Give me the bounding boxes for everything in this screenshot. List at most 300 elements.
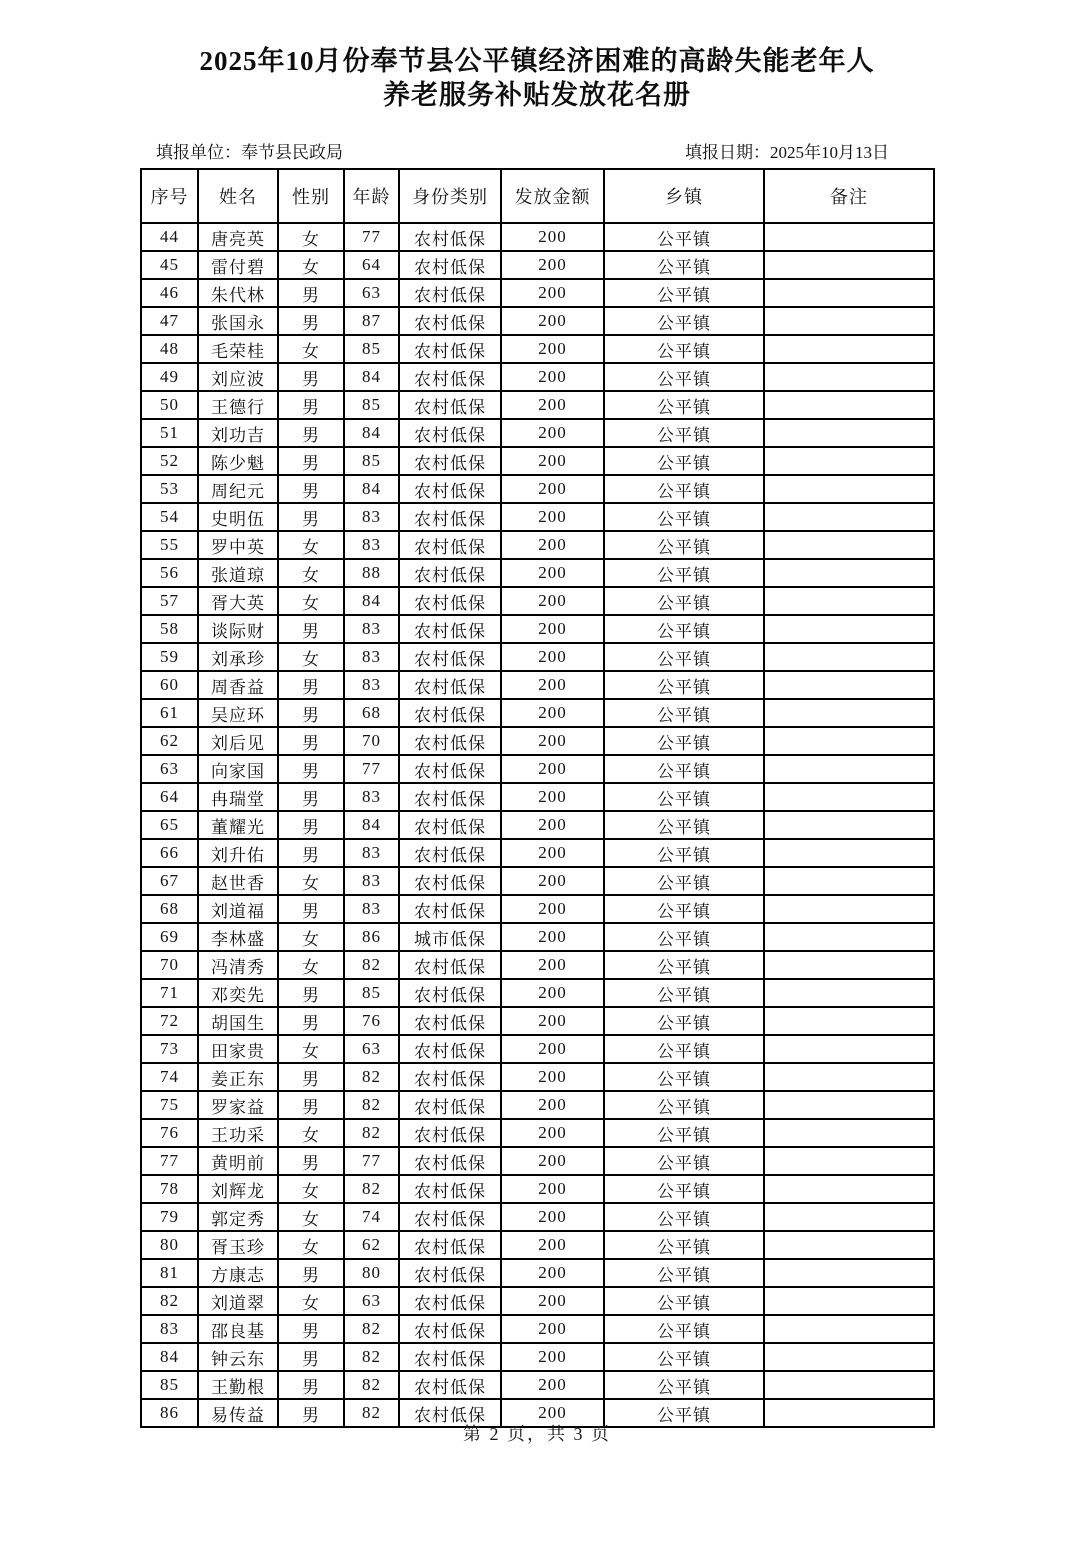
cell-remark <box>764 1371 934 1399</box>
cell-age: 62 <box>344 1231 399 1259</box>
cell-gender: 男 <box>278 1371 344 1399</box>
cell-name: 张道琼 <box>198 559 278 587</box>
table-row <box>141 1063 934 1091</box>
cell-index: 46 <box>141 279 198 307</box>
cell-identity_type: 农村低保 <box>399 419 501 447</box>
cell-age: 82 <box>344 1343 399 1371</box>
cell-identity_type: 农村低保 <box>399 307 501 335</box>
cell-remark <box>764 1147 934 1175</box>
cell-index: 59 <box>141 643 198 671</box>
table-row <box>141 251 934 279</box>
table-row <box>141 1343 934 1371</box>
cell-age: 83 <box>344 783 399 811</box>
cell-remark <box>764 1007 934 1035</box>
cell-amount: 200 <box>501 1175 604 1203</box>
cell-gender: 男 <box>278 671 344 699</box>
cell-amount: 200 <box>501 475 604 503</box>
cell-age: 77 <box>344 223 399 251</box>
cell-age: 83 <box>344 503 399 531</box>
cell-amount: 200 <box>501 307 604 335</box>
cell-remark <box>764 699 934 727</box>
cell-township: 公平镇 <box>604 1231 764 1259</box>
cell-amount: 200 <box>501 559 604 587</box>
cell-gender: 男 <box>278 475 344 503</box>
cell-name: 胥大英 <box>198 587 278 615</box>
cell-index: 79 <box>141 1203 198 1231</box>
cell-remark <box>764 1315 934 1343</box>
cell-index: 53 <box>141 475 198 503</box>
cell-amount: 200 <box>501 699 604 727</box>
cell-index: 82 <box>141 1287 198 1315</box>
cell-remark <box>764 727 934 755</box>
cell-township: 公平镇 <box>604 419 764 447</box>
cell-name: 李林盛 <box>198 923 278 951</box>
cell-name: 张国永 <box>198 307 278 335</box>
cell-remark <box>764 335 934 363</box>
table-row <box>141 867 934 895</box>
cell-age: 63 <box>344 1287 399 1315</box>
cell-age: 85 <box>344 447 399 475</box>
cell-age: 82 <box>344 951 399 979</box>
cell-amount: 200 <box>501 1287 604 1315</box>
cell-amount: 200 <box>501 1091 604 1119</box>
cell-age: 82 <box>344 1315 399 1343</box>
table-row <box>141 979 934 1007</box>
cell-index: 63 <box>141 755 198 783</box>
cell-gender: 女 <box>278 923 344 951</box>
cell-identity_type: 农村低保 <box>399 251 501 279</box>
cell-township: 公平镇 <box>604 1147 764 1175</box>
cell-index: 48 <box>141 335 198 363</box>
cell-amount: 200 <box>501 447 604 475</box>
cell-identity_type: 农村低保 <box>399 895 501 923</box>
cell-age: 87 <box>344 307 399 335</box>
table-row <box>141 1287 934 1315</box>
document-page <box>0 44 1074 1446</box>
cell-amount: 200 <box>501 223 604 251</box>
cell-gender: 男 <box>278 391 344 419</box>
cell-name: 陈少魁 <box>198 447 278 475</box>
cell-amount: 200 <box>501 895 604 923</box>
cell-index: 86 <box>141 1399 198 1427</box>
cell-amount: 200 <box>501 1203 604 1231</box>
cell-index: 68 <box>141 895 198 923</box>
cell-age: 82 <box>344 1399 399 1427</box>
cell-township: 公平镇 <box>604 1315 764 1343</box>
cell-age: 82 <box>344 1175 399 1203</box>
filing-date: 填报日期：2025年10月13日 <box>685 143 889 162</box>
cell-township: 公平镇 <box>604 279 764 307</box>
cell-age: 63 <box>344 279 399 307</box>
cell-remark <box>764 447 934 475</box>
cell-gender: 男 <box>278 895 344 923</box>
cell-name: 刘辉龙 <box>198 1175 278 1203</box>
cell-name: 唐亮英 <box>198 223 278 251</box>
cell-gender: 男 <box>278 503 344 531</box>
cell-index: 69 <box>141 923 198 951</box>
cell-age: 86 <box>344 923 399 951</box>
cell-index: 72 <box>141 1007 198 1035</box>
cell-gender: 女 <box>278 251 344 279</box>
cell-remark <box>764 923 934 951</box>
cell-amount: 200 <box>501 1343 604 1371</box>
cell-gender: 男 <box>278 1063 344 1091</box>
cell-gender: 男 <box>278 1259 344 1287</box>
cell-age: 88 <box>344 559 399 587</box>
table-row <box>141 1035 934 1063</box>
cell-identity_type: 农村低保 <box>399 1259 501 1287</box>
cell-identity_type: 农村低保 <box>399 1147 501 1175</box>
cell-identity_type: 农村低保 <box>399 671 501 699</box>
cell-index: 83 <box>141 1315 198 1343</box>
cell-gender: 女 <box>278 335 344 363</box>
cell-name: 邓奕先 <box>198 979 278 1007</box>
cell-township: 公平镇 <box>604 811 764 839</box>
cell-township: 公平镇 <box>604 867 764 895</box>
cell-name: 王功采 <box>198 1119 278 1147</box>
cell-township: 公平镇 <box>604 307 764 335</box>
cell-age: 77 <box>344 755 399 783</box>
cell-identity_type: 农村低保 <box>399 1315 501 1343</box>
page-title <box>0 44 1074 112</box>
cell-amount: 200 <box>501 615 604 643</box>
cell-remark <box>764 1343 934 1371</box>
cell-township: 公平镇 <box>604 475 764 503</box>
cell-remark <box>764 755 934 783</box>
cell-age: 84 <box>344 363 399 391</box>
table-header-row <box>141 169 934 223</box>
cell-amount: 200 <box>501 335 604 363</box>
cell-remark <box>764 979 934 1007</box>
cell-identity_type: 农村低保 <box>399 1007 501 1035</box>
cell-index: 57 <box>141 587 198 615</box>
cell-township: 公平镇 <box>604 223 764 251</box>
cell-age: 83 <box>344 615 399 643</box>
cell-gender: 女 <box>278 1203 344 1231</box>
table-row <box>141 1147 934 1175</box>
cell-amount: 200 <box>501 1063 604 1091</box>
cell-township: 公平镇 <box>604 1063 764 1091</box>
cell-age: 82 <box>344 1063 399 1091</box>
table-row <box>141 475 934 503</box>
cell-identity_type: 农村低保 <box>399 1175 501 1203</box>
cell-name: 田家贵 <box>198 1035 278 1063</box>
cell-township: 公平镇 <box>604 615 764 643</box>
cell-index: 54 <box>141 503 198 531</box>
cell-township: 公平镇 <box>604 447 764 475</box>
table-row <box>141 951 934 979</box>
cell-age: 85 <box>344 391 399 419</box>
table-row <box>141 363 934 391</box>
cell-remark <box>764 1063 934 1091</box>
cell-amount: 200 <box>501 1371 604 1399</box>
cell-identity_type: 城市低保 <box>399 923 501 951</box>
cell-remark <box>764 1231 934 1259</box>
cell-identity_type: 农村低保 <box>399 867 501 895</box>
cell-index: 85 <box>141 1371 198 1399</box>
cell-remark <box>764 223 934 251</box>
cell-index: 56 <box>141 559 198 587</box>
cell-identity_type: 农村低保 <box>399 727 501 755</box>
cell-name: 罗家益 <box>198 1091 278 1119</box>
cell-name: 周香益 <box>198 671 278 699</box>
cell-township: 公平镇 <box>604 531 764 559</box>
table-row <box>141 391 934 419</box>
cell-township: 公平镇 <box>604 1371 764 1399</box>
cell-index: 76 <box>141 1119 198 1147</box>
column-header-amount: 发放金额 <box>501 169 604 223</box>
cell-amount: 200 <box>501 867 604 895</box>
cell-remark <box>764 251 934 279</box>
table-row <box>141 811 934 839</box>
cell-name: 史明伍 <box>198 503 278 531</box>
table-row <box>141 1175 934 1203</box>
cell-identity_type: 农村低保 <box>399 447 501 475</box>
cell-remark <box>764 1175 934 1203</box>
cell-age: 80 <box>344 1259 399 1287</box>
cell-remark <box>764 531 934 559</box>
table-row <box>141 839 934 867</box>
cell-remark <box>764 951 934 979</box>
cell-name: 刘承珍 <box>198 643 278 671</box>
cell-township: 公平镇 <box>604 1175 764 1203</box>
column-header-remark: 备注 <box>764 169 934 223</box>
table-row <box>141 559 934 587</box>
cell-identity_type: 农村低保 <box>399 223 501 251</box>
table-row <box>141 1091 934 1119</box>
cell-remark <box>764 811 934 839</box>
cell-identity_type: 农村低保 <box>399 699 501 727</box>
cell-age: 84 <box>344 419 399 447</box>
cell-remark <box>764 671 934 699</box>
cell-identity_type: 农村低保 <box>399 839 501 867</box>
cell-amount: 200 <box>501 727 604 755</box>
cell-name: 王勤根 <box>198 1371 278 1399</box>
cell-township: 公平镇 <box>604 1343 764 1371</box>
cell-age: 84 <box>344 811 399 839</box>
cell-name: 冯清秀 <box>198 951 278 979</box>
cell-age: 84 <box>344 475 399 503</box>
cell-identity_type: 农村低保 <box>399 1035 501 1063</box>
cell-age: 83 <box>344 671 399 699</box>
cell-amount: 200 <box>501 1259 604 1287</box>
cell-name: 雷付碧 <box>198 251 278 279</box>
cell-township: 公平镇 <box>604 363 764 391</box>
cell-township: 公平镇 <box>604 559 764 587</box>
cell-name: 易传益 <box>198 1399 278 1427</box>
cell-identity_type: 农村低保 <box>399 363 501 391</box>
cell-amount: 200 <box>501 279 604 307</box>
cell-township: 公平镇 <box>604 727 764 755</box>
cell-gender: 男 <box>278 811 344 839</box>
cell-index: 49 <box>141 363 198 391</box>
cell-identity_type: 农村低保 <box>399 1091 501 1119</box>
table-row <box>141 643 934 671</box>
cell-gender: 女 <box>278 643 344 671</box>
cell-identity_type: 农村低保 <box>399 1371 501 1399</box>
cell-gender: 男 <box>278 279 344 307</box>
cell-township: 公平镇 <box>604 1287 764 1315</box>
table-row <box>141 895 934 923</box>
cell-remark <box>764 307 934 335</box>
cell-amount: 200 <box>501 1231 604 1259</box>
cell-index: 74 <box>141 1063 198 1091</box>
cell-index: 65 <box>141 811 198 839</box>
cell-township: 公平镇 <box>604 923 764 951</box>
cell-index: 70 <box>141 951 198 979</box>
cell-name: 董耀光 <box>198 811 278 839</box>
cell-index: 62 <box>141 727 198 755</box>
cell-name: 谈际财 <box>198 615 278 643</box>
cell-amount: 200 <box>501 1147 604 1175</box>
table-row <box>141 307 934 335</box>
cell-gender: 男 <box>278 1007 344 1035</box>
cell-gender: 男 <box>278 1343 344 1371</box>
cell-name: 向家国 <box>198 755 278 783</box>
cell-age: 83 <box>344 867 399 895</box>
cell-name: 黄明前 <box>198 1147 278 1175</box>
cell-remark <box>764 1119 934 1147</box>
cell-name: 冉瑞堂 <box>198 783 278 811</box>
table-row <box>141 447 934 475</box>
cell-index: 45 <box>141 251 198 279</box>
cell-amount: 200 <box>501 1035 604 1063</box>
cell-remark <box>764 1091 934 1119</box>
table-row <box>141 1371 934 1399</box>
cell-identity_type: 农村低保 <box>399 615 501 643</box>
cell-name: 姜正东 <box>198 1063 278 1091</box>
cell-township: 公平镇 <box>604 391 764 419</box>
cell-township: 公平镇 <box>604 1119 764 1147</box>
cell-amount: 200 <box>501 951 604 979</box>
cell-index: 84 <box>141 1343 198 1371</box>
table-row <box>141 503 934 531</box>
cell-name: 刘后见 <box>198 727 278 755</box>
table-row <box>141 419 934 447</box>
cell-amount: 200 <box>501 979 604 1007</box>
cell-gender: 男 <box>278 447 344 475</box>
table-row <box>141 223 934 251</box>
column-header-identity-type: 身份类别 <box>399 169 501 223</box>
cell-remark <box>764 1259 934 1287</box>
cell-amount: 200 <box>501 531 604 559</box>
cell-index: 80 <box>141 1231 198 1259</box>
cell-amount: 200 <box>501 923 604 951</box>
cell-remark <box>764 895 934 923</box>
cell-identity_type: 农村低保 <box>399 783 501 811</box>
table-row <box>141 755 934 783</box>
cell-township: 公平镇 <box>604 587 764 615</box>
cell-township: 公平镇 <box>604 979 764 1007</box>
roster-table <box>140 168 935 1428</box>
table-row <box>141 531 934 559</box>
cell-name: 赵世香 <box>198 867 278 895</box>
cell-identity_type: 农村低保 <box>399 1231 501 1259</box>
column-header-index: 序号 <box>141 169 198 223</box>
cell-township: 公平镇 <box>604 251 764 279</box>
cell-amount: 200 <box>501 419 604 447</box>
cell-gender: 女 <box>278 1175 344 1203</box>
cell-remark <box>764 839 934 867</box>
cell-gender: 男 <box>278 1399 344 1427</box>
cell-identity_type: 农村低保 <box>399 811 501 839</box>
cell-identity_type: 农村低保 <box>399 531 501 559</box>
table-body <box>141 223 934 1427</box>
table-row <box>141 671 934 699</box>
cell-age: 82 <box>344 1091 399 1119</box>
cell-remark <box>764 587 934 615</box>
cell-township: 公平镇 <box>604 335 764 363</box>
table-row <box>141 279 934 307</box>
cell-identity_type: 农村低保 <box>399 643 501 671</box>
cell-remark <box>764 391 934 419</box>
table-row <box>141 1315 934 1343</box>
cell-gender: 女 <box>278 223 344 251</box>
table-row <box>141 783 934 811</box>
cell-amount: 200 <box>501 671 604 699</box>
cell-remark <box>764 475 934 503</box>
cell-identity_type: 农村低保 <box>399 979 501 1007</box>
cell-amount: 200 <box>501 839 604 867</box>
cell-age: 82 <box>344 1119 399 1147</box>
cell-identity_type: 农村低保 <box>399 1119 501 1147</box>
cell-township: 公平镇 <box>604 1007 764 1035</box>
cell-amount: 200 <box>501 1007 604 1035</box>
cell-gender: 女 <box>278 587 344 615</box>
cell-gender: 男 <box>278 727 344 755</box>
cell-township: 公平镇 <box>604 1259 764 1287</box>
page-title-line2: 养老服务补贴发放花名册 <box>383 80 691 110</box>
cell-name: 刘道福 <box>198 895 278 923</box>
cell-gender: 男 <box>278 699 344 727</box>
cell-identity_type: 农村低保 <box>399 1203 501 1231</box>
table-row <box>141 615 934 643</box>
cell-township: 公平镇 <box>604 755 764 783</box>
table-row <box>141 335 934 363</box>
cell-gender: 女 <box>278 951 344 979</box>
cell-amount: 200 <box>501 783 604 811</box>
cell-gender: 男 <box>278 979 344 1007</box>
cell-gender: 女 <box>278 1035 344 1063</box>
cell-age: 77 <box>344 1147 399 1175</box>
cell-index: 73 <box>141 1035 198 1063</box>
cell-age: 83 <box>344 531 399 559</box>
cell-amount: 200 <box>501 1399 604 1427</box>
cell-identity_type: 农村低保 <box>399 1287 501 1315</box>
cell-age: 84 <box>344 587 399 615</box>
cell-identity_type: 农村低保 <box>399 1343 501 1371</box>
cell-age: 68 <box>344 699 399 727</box>
cell-amount: 200 <box>501 251 604 279</box>
cell-amount: 200 <box>501 755 604 783</box>
cell-name: 刘升佑 <box>198 839 278 867</box>
cell-index: 52 <box>141 447 198 475</box>
cell-amount: 200 <box>501 363 604 391</box>
cell-name: 胥玉珍 <box>198 1231 278 1259</box>
cell-index: 78 <box>141 1175 198 1203</box>
cell-index: 44 <box>141 223 198 251</box>
cell-index: 47 <box>141 307 198 335</box>
cell-gender: 女 <box>278 1231 344 1259</box>
cell-identity_type: 农村低保 <box>399 391 501 419</box>
table-row <box>141 1119 934 1147</box>
cell-gender: 女 <box>278 1287 344 1315</box>
cell-remark <box>764 559 934 587</box>
cell-name: 朱代林 <box>198 279 278 307</box>
cell-age: 63 <box>344 1035 399 1063</box>
table-row <box>141 1203 934 1231</box>
cell-gender: 男 <box>278 783 344 811</box>
